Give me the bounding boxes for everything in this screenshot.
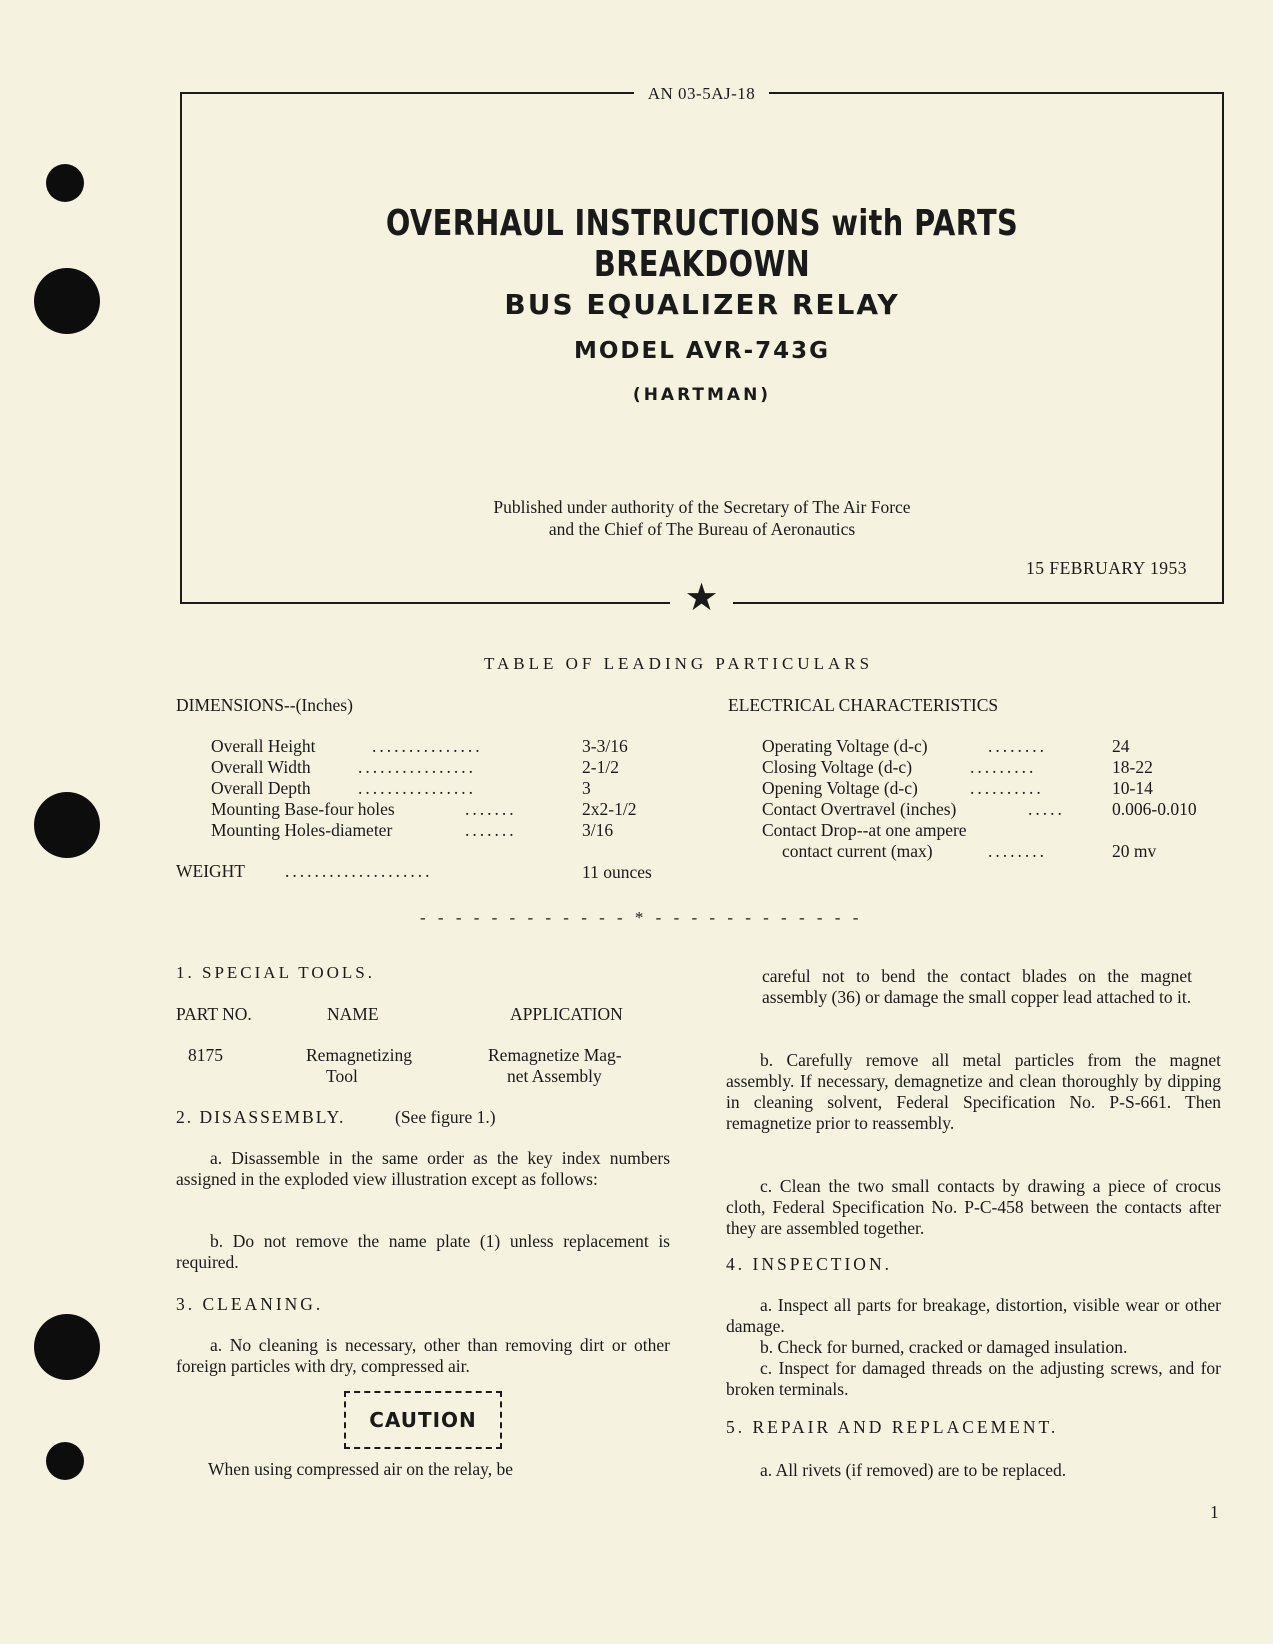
binder-hole (46, 164, 84, 202)
electrical-heading: ELECTRICAL CHARACTERISTICS (728, 695, 999, 715)
electrical-dots: ........ (988, 841, 1047, 861)
electrical-value: 18-22 (1112, 757, 1153, 777)
document-number: AN 03-5AJ-18 (0, 84, 1273, 104)
tool-name-line-2: Tool (326, 1066, 358, 1086)
star-icon: ★ (0, 576, 1273, 620)
dimension-value: 3-3/16 (582, 736, 628, 756)
electrical-value: 10-14 (1112, 778, 1153, 798)
published-line-1: Published under authority of the Secretary of The Air Force (493, 497, 911, 517)
electrical-label: Contact Drop--at one ampere (762, 820, 967, 840)
section-2-figure-ref: (See figure 1.) (395, 1107, 496, 1127)
section-2-heading: 2. DISASSEMBLY. (176, 1107, 346, 1127)
electrical-value: 20 mv (1112, 841, 1157, 861)
dimension-dots: ............... (372, 736, 483, 756)
section-4-para-a: a. Inspect all parts for breakage, distortion, visible wear or other damage. (726, 1295, 1221, 1336)
tool-application-line-2: net Assembly (507, 1066, 602, 1086)
manufacturer: (HARTMAN) (632, 385, 772, 405)
binder-hole (34, 1314, 100, 1380)
section-4-heading: 4. INSPECTION. (726, 1254, 892, 1274)
dimension-label: Overall Depth (211, 778, 311, 798)
electrical-value: 24 (1112, 736, 1130, 756)
dimension-label: Mounting Base-four holes (211, 799, 395, 819)
electrical-label: Operating Voltage (d-c) (762, 736, 928, 756)
section-5-heading: 5. REPAIR AND REPLACEMENT. (726, 1417, 1059, 1437)
section-4-para-c: c. Inspect for damaged threads on the adjusting screws, and for broken terminals. (726, 1358, 1221, 1399)
tool-application-line-1: Remagnetize Mag- (488, 1045, 622, 1065)
binder-hole (46, 1442, 84, 1480)
electrical-dots: ..... (1028, 799, 1065, 819)
section-3-para-c: c. Clean the two small contacts by drawing a piece of crocus cloth, Federal Specification No. P-C-458 between the contacts after they are assembled together. (726, 1176, 1221, 1238)
publication-date: 15 FEBRUARY 1953 (1026, 558, 1187, 578)
electrical-label: Contact Overtravel (inches) (762, 799, 957, 819)
dimension-value: 3/16 (582, 820, 614, 840)
model-line: MODEL AVR-743G (573, 338, 831, 364)
caution-text: When using compressed air on the relay, be (208, 1459, 514, 1479)
section-2-para-b: b. Do not remove the name plate (1) unless replacement is required. (176, 1231, 670, 1272)
electrical-dots: ......... (970, 757, 1037, 777)
electrical-label: Closing Voltage (d-c) (762, 757, 913, 777)
weight-label: WEIGHT (176, 861, 246, 881)
dimension-dots: ................ (358, 757, 476, 777)
section-3-para-b: b. Carefully remove all metal particles from the magnet assembly. If necessary, demagnetize and clean thoroughly by dipping in cleaning solvent, Federal Specification No. P-S-661. Then remagnetize prior to reassembly. (726, 1050, 1221, 1133)
subtitle: BUS EQUALIZER RELAY (504, 288, 900, 321)
dimension-value: 3 (582, 778, 591, 798)
section-3-para-a: a. No cleaning is necessary, other than removing dirt or other foreign particles with dry, compressed air. (176, 1335, 670, 1376)
binder-hole (34, 792, 100, 858)
section-2-para-a: a. Disassemble in the same order as the key index numbers assigned in the exploded view illustration except as follows: (176, 1148, 670, 1189)
electrical-value: 0.006-0.010 (1112, 799, 1197, 819)
dimension-value: 2x2-1/2 (582, 799, 637, 819)
dimension-value: 2-1/2 (582, 757, 619, 777)
electrical-dots: .......... (970, 778, 1044, 798)
dimensions-heading: DIMENSIONS--(Inches) (176, 695, 353, 715)
electrical-label: Opening Voltage (d-c) (762, 778, 918, 798)
dimension-dots: ....... (465, 799, 517, 819)
section-divider: - - - - - - - - - - - - * - - - - - - - - - - - - (420, 908, 863, 927)
tools-header-part: PART NO. (176, 1004, 252, 1024)
particulars-title: TABLE OF LEADING PARTICULARS (484, 654, 874, 673)
binder-hole (34, 268, 100, 334)
caution-continued: careful not to bend the contact blades on the magnet assembly (36) or damage the small copper lead attached to it. (762, 966, 1192, 1007)
electrical-dots: ........ (988, 736, 1047, 756)
section-4-para-b: b. Check for burned, cracked or damaged insulation. (760, 1337, 1128, 1357)
published-line-2: and the Chief of The Bureau of Aeronautics (548, 519, 856, 539)
dimension-dots: ................ (358, 778, 476, 798)
dimension-label: Overall Height (211, 736, 316, 756)
dimension-label: Overall Width (211, 757, 311, 777)
dimension-dots: ....... (465, 820, 517, 840)
electrical-label: contact current (max) (782, 841, 933, 861)
weight-dots: .................... (285, 861, 433, 881)
caution-box: CAUTION (344, 1391, 502, 1449)
page-number: 1 (1210, 1502, 1219, 1522)
section-3-heading: 3. CLEANING. (176, 1294, 324, 1314)
section-1-heading: 1. SPECIAL TOOLS. (176, 963, 375, 982)
tool-part-number: 8175 (188, 1045, 223, 1065)
tool-name-line-1: Remagnetizing (306, 1045, 412, 1065)
dimension-label: Mounting Holes-diameter (211, 820, 393, 840)
main-title: OVERHAUL INSTRUCTIONS with PARTS BREAKDOWN (385, 203, 1019, 285)
tools-header-application: APPLICATION (510, 1004, 623, 1024)
section-5-para-a: a. All rivets (if removed) are to be replaced. (760, 1460, 1067, 1480)
weight-value: 11 ounces (582, 862, 652, 882)
tools-header-name: NAME (327, 1004, 379, 1024)
